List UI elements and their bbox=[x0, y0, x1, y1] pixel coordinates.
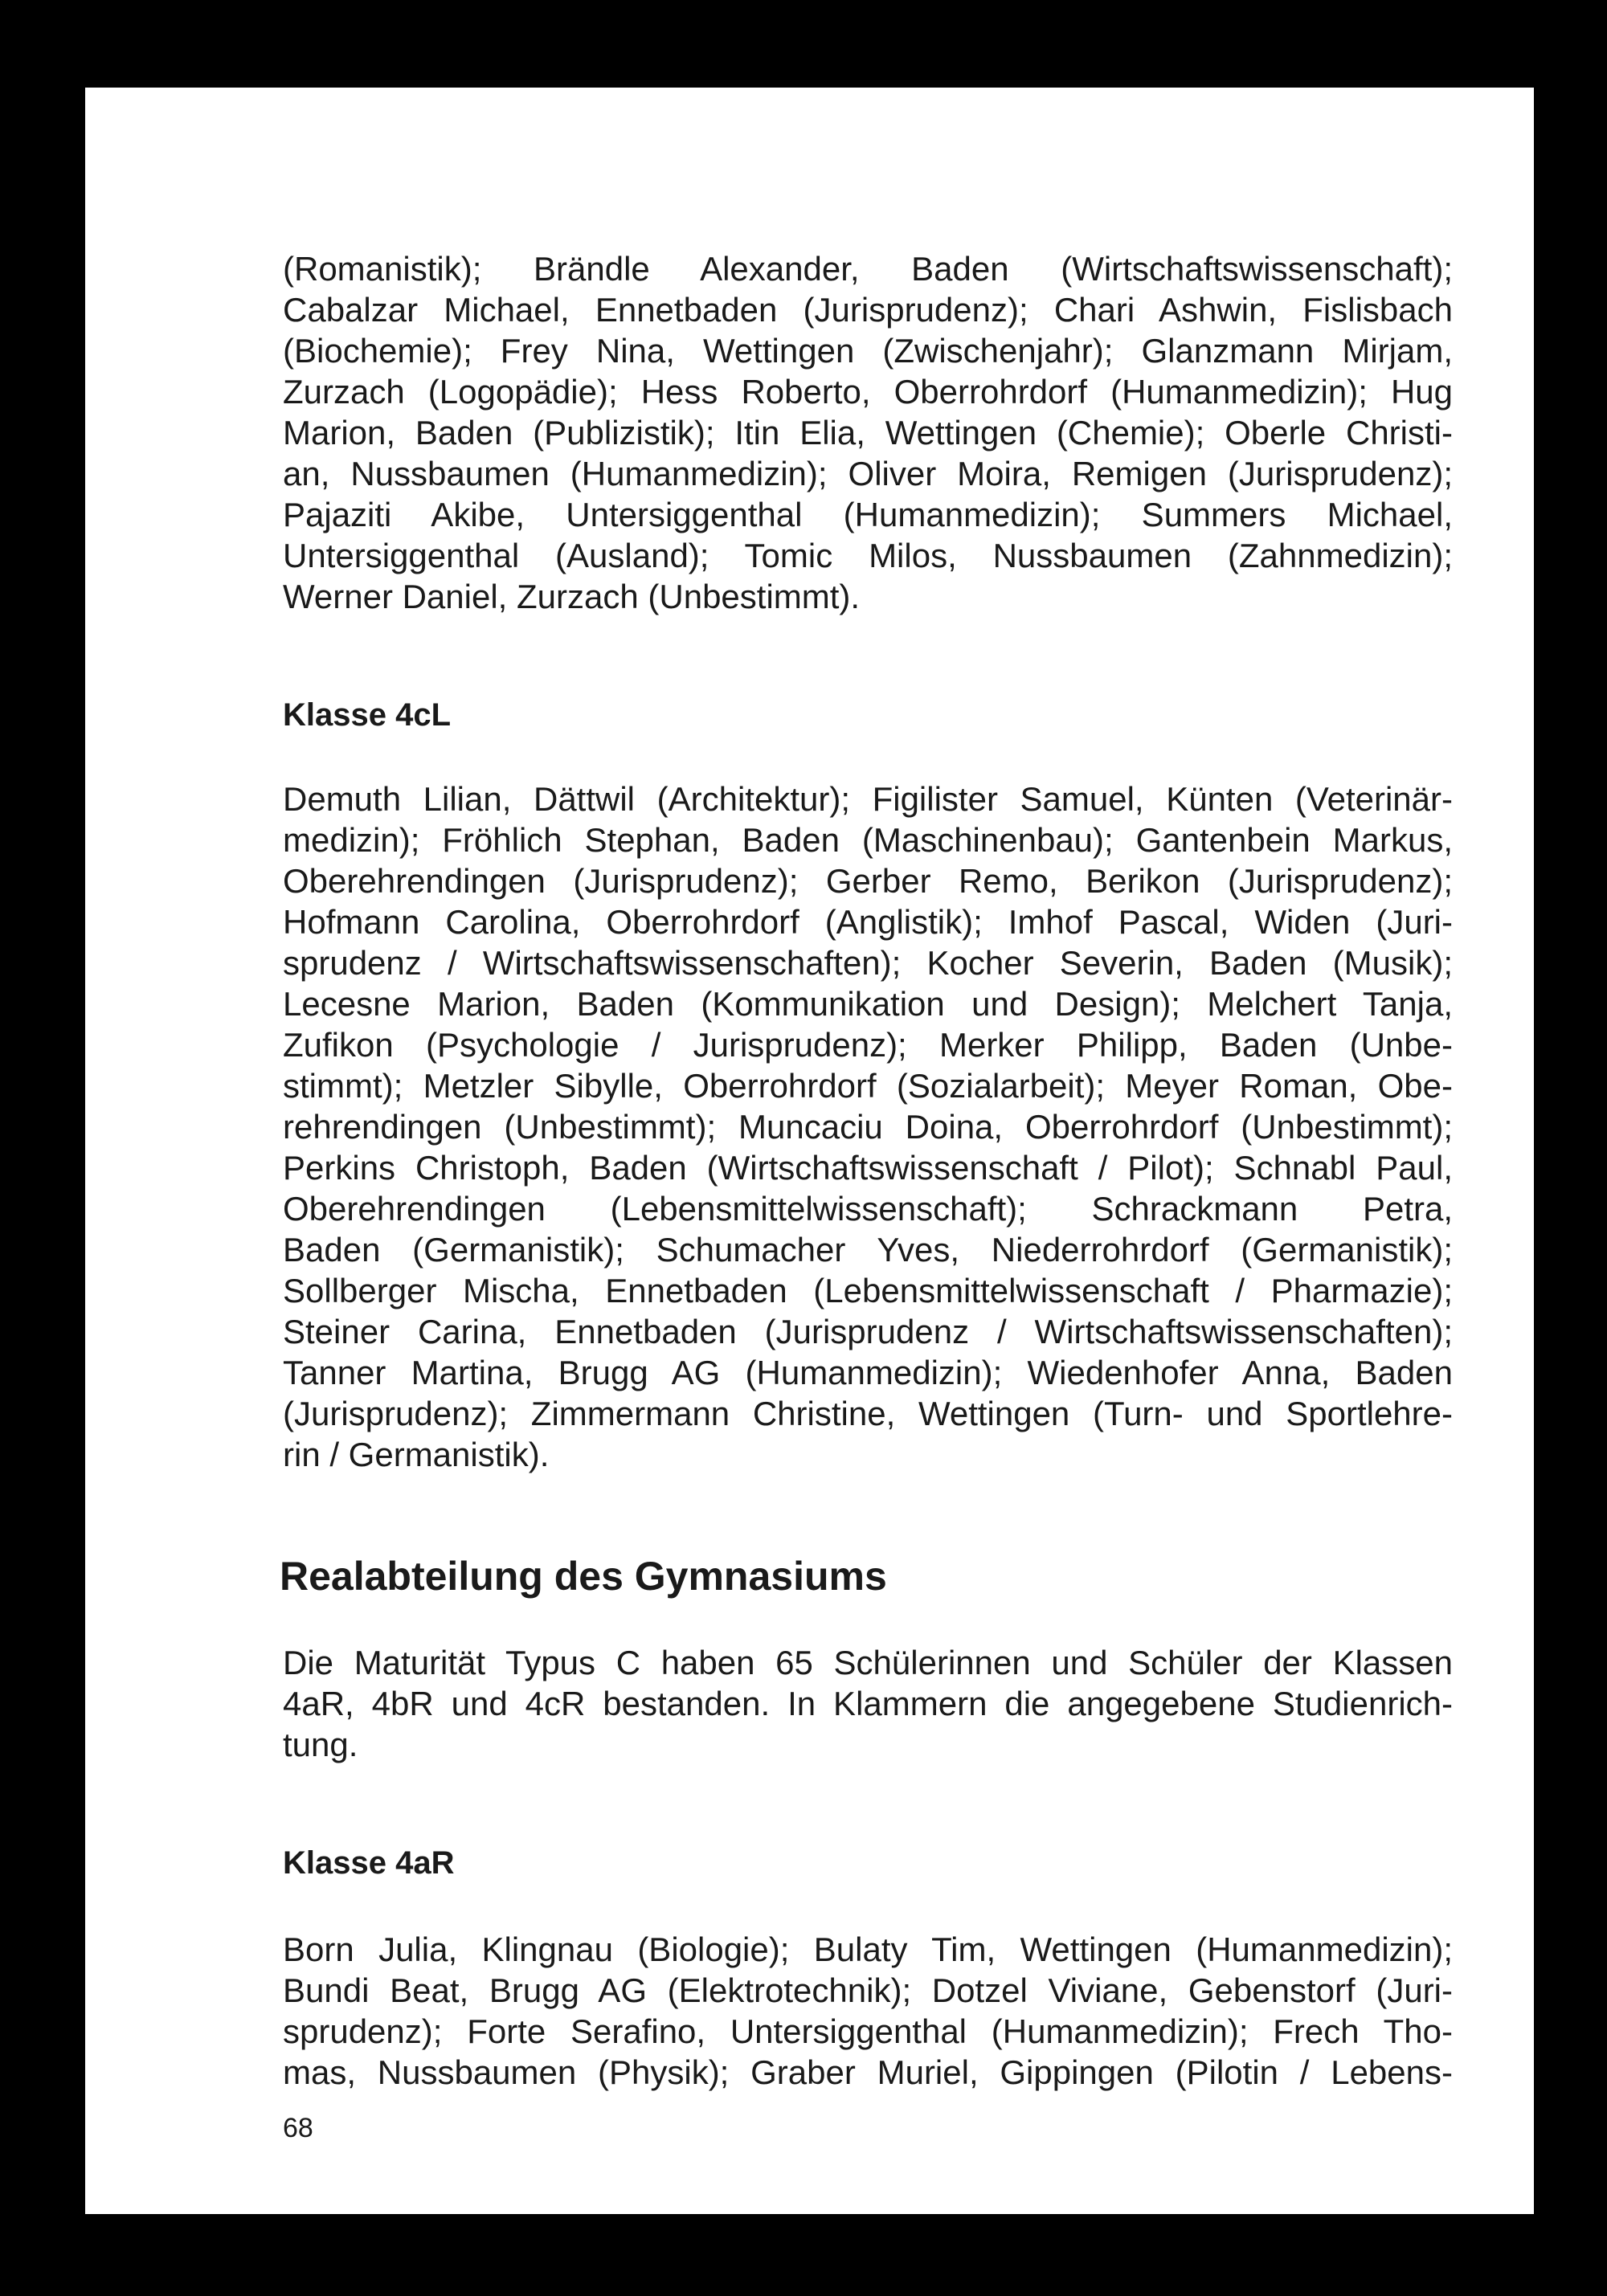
text-line: Sollberger Mischa, Ennetbaden (Lebensmittelwissenschaft / Pharmazie); bbox=[283, 1272, 1453, 1309]
text-line: medizin); Fröhlich Stephan, Baden (Maschinenbau); Gantenbein Markus, bbox=[283, 821, 1453, 859]
text-line: Oberehrendingen (Lebensmittelwissenschaft); Schrackmann Petra, bbox=[283, 1190, 1453, 1228]
heading-realabteilung: Realabteilung des Gymnasiums bbox=[280, 1554, 887, 1599]
page-number: 68 bbox=[283, 2113, 313, 2143]
text-line: tung. bbox=[283, 1726, 358, 1763]
text-line: Perkins Christoph, Baden (Wirtschaftswissenschaft / Pilot); Schnabl Paul, bbox=[283, 1149, 1453, 1187]
paragraph-klasse-4cl bbox=[283, 778, 1453, 1475]
text-line: Werner Daniel, Zurzach (Unbestimmt). bbox=[283, 578, 861, 615]
text-line: Zufikon (Psychologie / Jurisprudenz); Merker Philipp, Baden (Unbe- bbox=[283, 1026, 1453, 1064]
text-line: Bundi Beat, Brugg AG (Elektrotechnik); Dotzel Viviane, Gebenstorf (Juri- bbox=[283, 1971, 1453, 2009]
text-line: Steiner Carina, Ennetbaden (Jurisprudenz / Wirtschaftswissenschaften); bbox=[283, 1313, 1453, 1350]
text-line: an, Nussbaumen (Humanmedizin); Oliver Moira, Remigen (Jurisprudenz); bbox=[283, 455, 1453, 492]
text-line: Cabalzar Michael, Ennetbaden (Jurisprudenz); Chari Ashwin, Fislisbach bbox=[283, 291, 1453, 329]
text-line: (Romanistik); Brändle Alexander, Baden (Wirtschaftswissenschaft); bbox=[283, 250, 1453, 288]
paragraph-realabteilung-intro bbox=[283, 1642, 1453, 1765]
text-line: Tanner Martina, Brugg AG (Humanmedizin); Wiedenhofer Anna, Baden bbox=[283, 1354, 1453, 1391]
text-line: (Biochemie); Frey Nina, Wettingen (Zwischenjahr); Glanzmann Mirjam, bbox=[283, 332, 1453, 370]
heading-klasse-4ar: Klasse 4aR bbox=[283, 1845, 455, 1881]
text-line: Born Julia, Klingnau (Biologie); Bulaty Tim, Wettingen (Humanmedizin); bbox=[283, 1930, 1453, 1968]
text-line: rin / Germanistik). bbox=[283, 1436, 550, 1473]
text-line: Die Maturität Typus C haben 65 Schülerinnen und Schüler der Klassen bbox=[283, 1644, 1453, 1681]
text-line: Untersiggenthal (Ausland); Tomic Milos, Nussbaumen (Zahnmedizin); bbox=[283, 537, 1453, 574]
text-line: Demuth Lilian, Dättwil (Architektur); Figilister Samuel, Künten (Veterinär- bbox=[283, 780, 1453, 818]
text-line: Oberehrendingen (Jurisprudenz); Gerber Remo, Berikon (Jurisprudenz); bbox=[283, 862, 1453, 900]
heading-klasse-4cl: Klasse 4cL bbox=[283, 697, 452, 733]
text-line: mas, Nussbaumen (Physik); Graber Muriel, Gippingen (Pilotin / Lebens- bbox=[283, 2053, 1453, 2091]
text-line: rehrendingen (Unbestimmt); Muncaciu Doina, Oberrohrdorf (Unbestimmt); bbox=[283, 1108, 1453, 1146]
text-line: Lecesne Marion, Baden (Kommunikation und Design); Melchert Tanja, bbox=[283, 985, 1453, 1023]
text-line: sprudenz / Wirtschaftswissenschaften); Kocher Severin, Baden (Musik); bbox=[283, 944, 1453, 982]
text-line: Baden (Germanistik); Schumacher Yves, Niederrohrdorf (Germanistik); bbox=[283, 1231, 1453, 1269]
text-line: Zurzach (Logopädie); Hess Roberto, Oberrohrdorf (Humanmedizin); Hug bbox=[283, 373, 1453, 411]
text-line: sprudenz); Forte Serafino, Untersiggenthal (Humanmedizin); Frech Tho- bbox=[283, 2012, 1453, 2050]
text-line: Pajaziti Akibe, Untersiggenthal (Humanmedizin); Summers Michael, bbox=[283, 496, 1453, 533]
paragraph-class-list-continued bbox=[283, 248, 1453, 617]
text-line: (Jurisprudenz); Zimmermann Christine, Wettingen (Turn- und Sportlehre- bbox=[283, 1395, 1453, 1432]
paragraph-klasse-4ar bbox=[283, 1929, 1453, 2093]
text-line: stimmt); Metzler Sibylle, Oberrohrdorf (Sozialarbeit); Meyer Roman, Obe- bbox=[283, 1067, 1453, 1105]
text-line: Hofmann Carolina, Oberrohrdorf (Anglistik); Imhof Pascal, Widen (Juri- bbox=[283, 903, 1453, 941]
text-line: Marion, Baden (Publizistik); Itin Elia, Wettingen (Chemie); Oberle Christi- bbox=[283, 414, 1453, 451]
text-line: 4aR, 4bR und 4cR bestanden. In Klammern die angegebene Studienrich- bbox=[283, 1685, 1453, 1722]
